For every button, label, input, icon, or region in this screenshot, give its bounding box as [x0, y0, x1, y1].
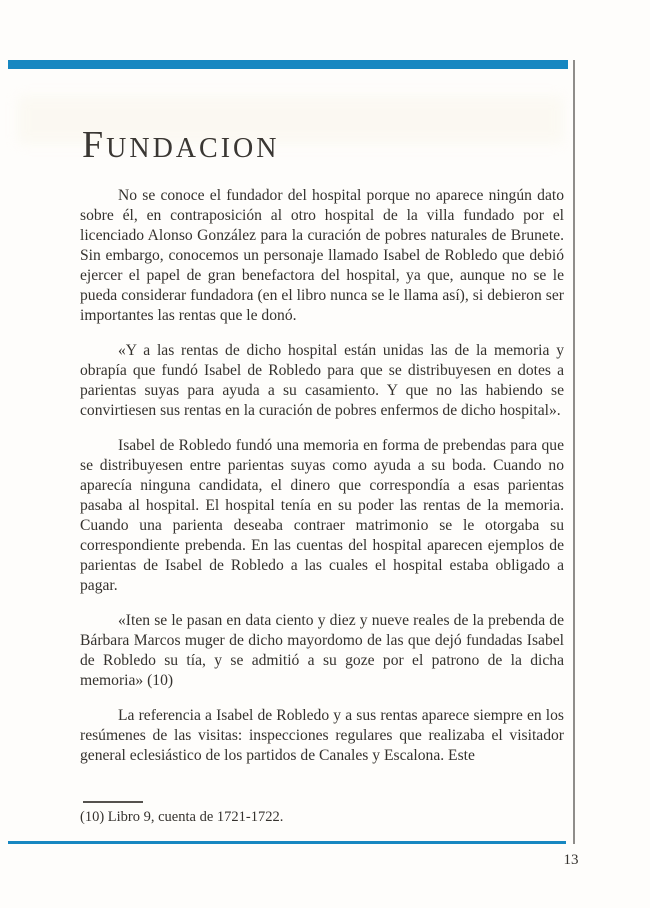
body-text [80, 186, 564, 781]
chapter-title [82, 126, 279, 164]
paragraph-4-quote: «Iten se le pasan en data ciento y diez y nueve reales de la prebenda de Bárbara Marcos muger de dicho mayordomo de las que dejó fundadas Isabel de Robledo su tía, y se admitió a su goze por el patrono de la dicha memoria» (10) [80, 612, 564, 689]
paragraph-5: La referencia a Isabel de Robledo y a sus rentas aparece siempre en los resúmenes de las visitas: inspecciones regulares que realizaba el visitador general eclesiástico de los partidos de Canales y Escalona. Este [80, 707, 564, 764]
paragraph-2-quote: «Y a las rentas de dicho hospital están unidas las de la memoria y obrapía que fundó Isabel de Robledo para que se distribuyesen en dotes a parientas suyas para ayuda a su casamiento. Y que no las habiendo se convirtiesen sus rentas en la curación de pobres enfermos de dicho hospital». [80, 342, 564, 419]
footnote: (10) Libro 9, cuenta de 1721-1722. [80, 809, 284, 825]
page-number: 13 [563, 852, 579, 868]
chapter-title-rest: UNDACION [106, 133, 280, 164]
top-accent-bar [8, 60, 568, 69]
bottom-accent-bar [8, 841, 566, 844]
paragraph-1: No se conoce el fundador del hospital porque no aparece ningún dato sobre él, en contraposición al otro hospital de la villa fundado por el licenciado Alonso González para la curación de pobres naturales de Brunete. Sin embargo, conocemos un personaje llamado Isabel de Robledo que debió ejercer el papel de gran benefactora del hospital, ya que, aunque no se le pueda considerar fundadora (en el libro nunca se le llama así), si debieron ser importantes las rentas que le donó. [80, 187, 564, 324]
paragraph-3: Isabel de Robledo fundó una memoria en forma de prebendas para que se distribuyesen entre parientas suyas como ayuda a su boda. Cuando no aparecía ninguna candidata, el dinero que correspondía a esas parientas pasaba al hospital. El hospital tenía en su poder las rentas de la memoria. Cuando una parienta deseaba contraer matrimonio se le otorgaba su correspondiente prebenda. En las cuentas del hospital aparecen ejemplos de parientas de Isabel de Robledo a las cuales el hospital estaba obligado a pagar. [80, 437, 564, 594]
chapter-title-initial: F [82, 124, 107, 166]
page-edge-line [573, 60, 575, 844]
footnote-separator [83, 801, 143, 803]
